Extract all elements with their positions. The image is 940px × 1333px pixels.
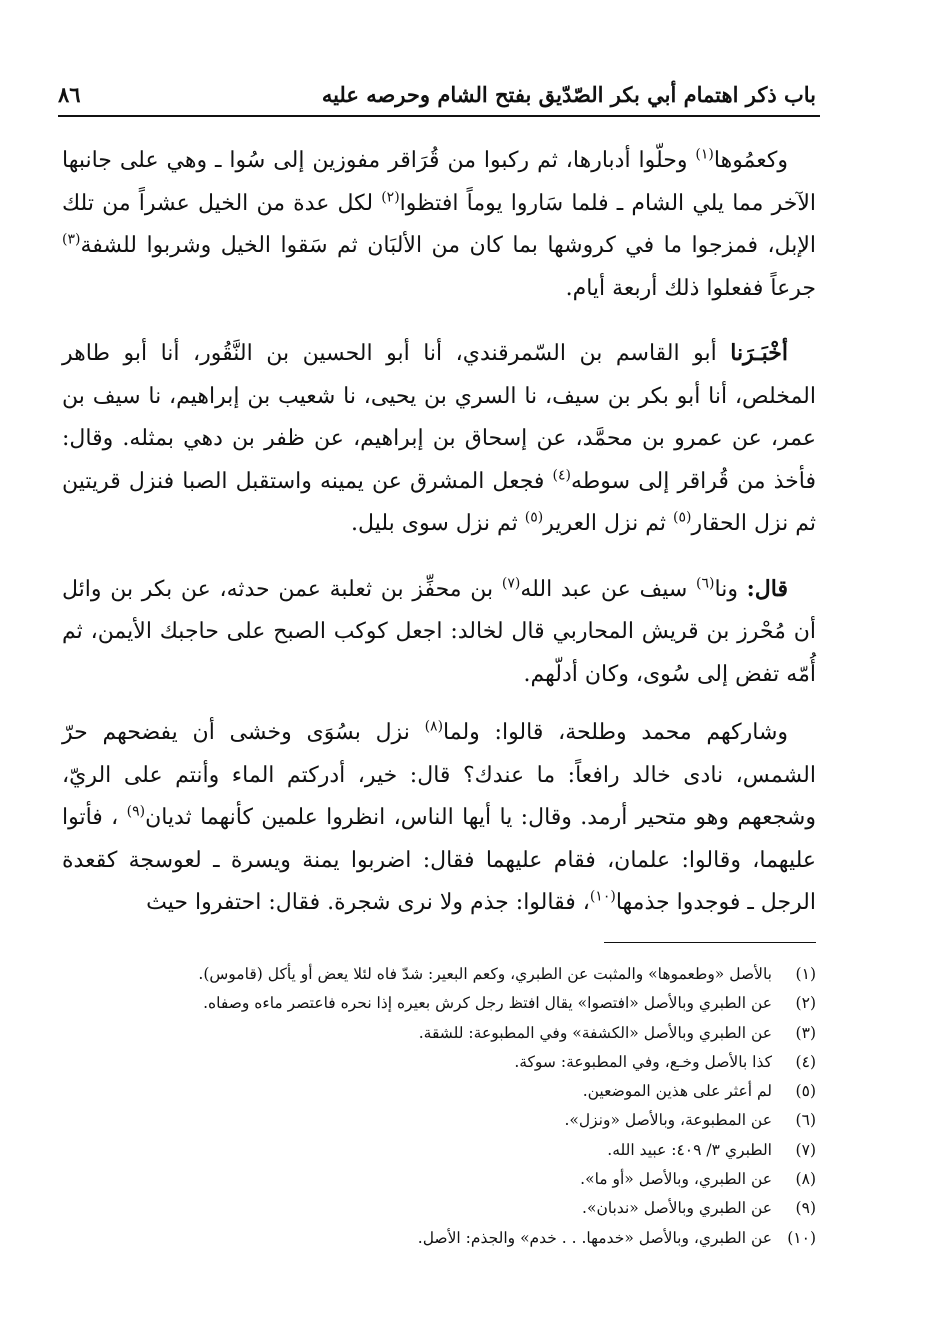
footnote — [62, 1165, 816, 1194]
footnote — [62, 960, 816, 989]
footnote-text: الطبري ٣/ ٤٠٩: عبيد الله. — [607, 1140, 772, 1159]
header-divider — [58, 115, 820, 117]
footnote-text: عن الطبري وبالأصل «الكشفة» وفي المطبوعة: للشقة. — [418, 1023, 772, 1042]
text-run: فجعل المشرق عن يمينه واستقبل الصبا فنزل قريتين ثم نزل الحقار — [62, 468, 816, 536]
footnote-text: عن الطبري، وبالأصل «خدمها. . . خدم» والجذم: الأصل. — [417, 1228, 772, 1247]
text-run: جرعاً ففعلوا ذلك أربعة أيام. — [565, 275, 816, 301]
footnote-ref: (٦) — [696, 575, 715, 592]
footnote-ref: (٨) — [424, 718, 444, 735]
footnote-number: (٤) — [795, 1052, 816, 1071]
footnote-ref: (٥) — [673, 509, 692, 526]
footnote — [62, 1136, 816, 1165]
footnote-text: لم أعثر على هذين الموضعين. — [582, 1082, 772, 1101]
footnote-number: (١٠) — [787, 1228, 816, 1247]
running-header — [58, 78, 816, 114]
text-run: لكل عدة من الخيل عشراً من تلك الإبل، فمزجوا ما في كروشها بما كان من الألبَان ثم سَقوا الخيل وشربوا للشفة — [62, 190, 817, 258]
footnote-number: (١) — [795, 965, 816, 983]
footnote-number: (٨) — [795, 1170, 816, 1189]
text-run: نزل بسُوَى وخشى أن يفضحهم حرّ الشمس، نادى خالد رافعاً: ما عندك؟ قال: خير، أدركتم الماء وأنتم على الريّ، وشجعهم وهو متحير أرمد. وقال: يا أيها الناس، انظروا علمين كأنهما ثديان — [62, 720, 816, 830]
footnote — [62, 1077, 816, 1106]
text-run: بن محفِّز بن ثعلبة عمن حدثه، عن بكر بن وائل أن مُحْرز بن قريش المحاربي قال لخالد: اجعل كوكب الصبح على حاجبك الأيمن، ثم أُمّه تفض إلى سُوى، وكان أدلّهم. — [62, 576, 816, 687]
footnote-number: (٢) — [795, 994, 816, 1013]
footnote-text: كذا بالأصل وخـع، وفي المطبوعة: سوكة. — [514, 1052, 772, 1071]
footnotes-list — [62, 960, 816, 1253]
paragraph — [62, 332, 816, 546]
paragraph-lead: أخْبَـرَنا — [730, 340, 788, 366]
text-run: ونا — [714, 576, 747, 602]
main-text — [62, 140, 816, 925]
footnote-ref: (١) — [695, 146, 714, 163]
text-run: أبو القاسم بن السّمرقندي، أنا أبو الحسين بن النَّقُور، أنا أبو طاهر المخلص، أنا أبو بكر بن سيف، نا السري بن يحيى، نا شعيب بن إبراهيم، نا سيف بن عمر، عن عمرو بن محمَّد، عن إسحاق بن إبراهيم، عن ظفر بن دهي بمثله. وقال: فأخذ من قُراقر إلى سوطه — [62, 341, 816, 494]
footnote — [62, 1224, 816, 1253]
footnote-ref: (٥) — [524, 509, 544, 526]
footnote — [62, 1019, 816, 1048]
paragraph-lead: قال: — [746, 575, 788, 602]
footnote-ref: (٧) — [501, 575, 521, 592]
footnote-number: (٧) — [795, 1140, 816, 1159]
footnote-ref: (١٠) — [589, 888, 616, 905]
chapter-title: باب ذكر اهتمام أبي بكر الصّدّيق بفتح الشام وحرصه عليه — [321, 82, 816, 107]
footnote-text: عن الطبري، وبالأصل «أو ما». — [580, 1170, 772, 1189]
paragraph — [62, 140, 816, 310]
page-number: ٨٦ — [58, 82, 81, 107]
footnote-divider — [604, 942, 816, 943]
text-run: وشاركهم محمد وطلحة، قالوا: ولما — [443, 720, 788, 745]
footnote-ref: (٣) — [62, 231, 81, 248]
footnote-number: (٩) — [795, 1199, 816, 1218]
footnote — [62, 1106, 816, 1135]
footnote-number: (٦) — [795, 1111, 816, 1130]
text-run: وكعمُوها — [713, 148, 788, 173]
footnote-ref: (٩) — [126, 803, 146, 820]
footnote-text: بالأصل «وطعموها» والمثبت عن الطبري، وكعم البعير: شدّ فاه لئلا يعض أو يأكل (قاموس). — [198, 965, 772, 983]
footnote-ref: (٤) — [552, 467, 571, 484]
footnote-text: عن الطبري وبالأصل «ندبان». — [582, 1199, 772, 1218]
text-run: وحلّوا أدبارها، ثم ركبوا من قُرَاقر مفوزين إلى سُوا ـ وهي على جانبها الآخر مما يلي الشام ـ فلما سَاروا يوماً افتظوا — [62, 148, 816, 216]
footnote-ref: (٢) — [381, 189, 400, 206]
text-run: ، فقالوا: جذم ولا نرى شجرة. فقال: احتفروا حيث — [146, 890, 590, 915]
text-run: سيف عن عبد الله — [520, 576, 697, 602]
paragraph — [62, 712, 816, 925]
footnote-number: (٥) — [795, 1082, 816, 1101]
footnote-text: عن المطبوعة، وبالأصل «ونزل». — [564, 1111, 772, 1130]
footnote-text: عن الطبري وبالأصل «افتصوا» يقال افتظ رجل كرش بعيره إذا نحره فاعتصر ماءه وصفاه. — [203, 994, 772, 1013]
footnote-number: (٣) — [795, 1023, 816, 1042]
paragraph — [62, 568, 816, 697]
text-run: ثم نزل العرير — [543, 511, 674, 536]
footnote — [62, 989, 816, 1018]
text-run: ، فأتوا عليهما، وقالوا: علمان، فقام عليهما فقال: اضربوا يمنة ويسرة ـ لعوسجة كقعدة الرجل ـ فوجدوا جذمها — [62, 805, 816, 915]
footnote — [62, 1194, 816, 1223]
text-run: ثم نزل سوى بليل. — [351, 511, 525, 536]
footnote — [62, 1048, 816, 1077]
